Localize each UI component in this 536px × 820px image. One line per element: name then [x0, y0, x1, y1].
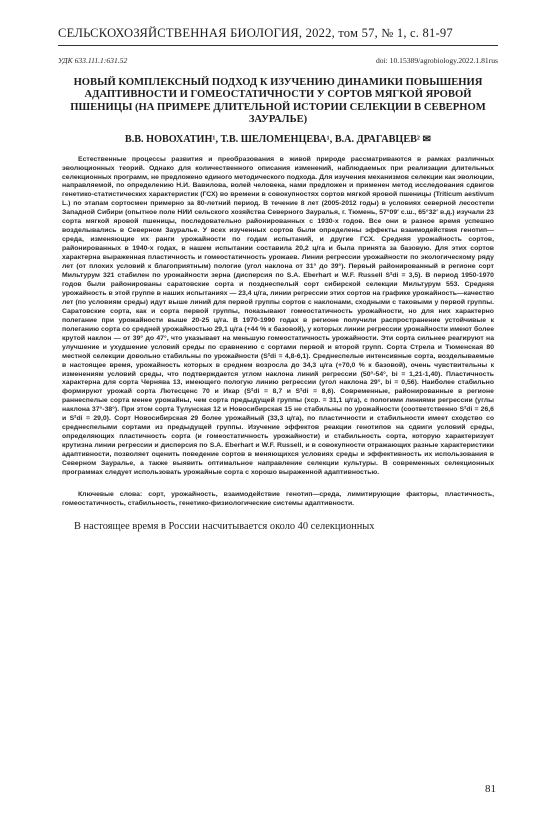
article-authors: В.В. НОВОХАТИН¹, Т.В. ШЕЛОМЕНЦЕВА¹, В.А. ДРАГАВЦЕВ² ✉	[124, 133, 432, 145]
page-number: 81	[485, 783, 496, 795]
article-abstract: Естественные процессы развития и преобразования в живой природе рассматриваются в рамках различных эволюционных теорий. Однако для количественного описания изменений, наблюдаемых при реализации длительных селекционных программ, не предложено единого методического подхода. Для изучения механизмов селекции как эволюции, направляемой, по определению Н.И. Вавилова, волей человека, нами предложен и применен метод исследования сдвигов генетико-статистических характеристик (ГСХ) во времени в совокупностях сортов мягкой яровой пшеницы (Triticum aestivum L.) по этапам сортосмен примерно за 80-летний период. В течение 8 лет (2005-2012 годы) в условиях северной лесостепи Западной Сибири (опытное поле НИИ сельского хозяйства Северного Зауралья, г. Тюмень, 57°09′ с.ш., 65°32′ в.д.) изучали 23 сорта мягкой яровой пшеницы, последовательно районированных с 1930-х годов. Все они в разное время успешно возделывались в Северном Зауралье. У всех изученных сортов были определены эффекты взаимодействия генотип—среда, изменяющие их ранги урожайности по годам испытаний, и другие ГСХ. Средняя урожайность сортов, районированных в 1940-х годах, в нашем испытании составила 20,2 ц/га и была принята за базовую. Для этих сортов характерна выраженная пластичность и гомеостатичность урожаев. Линии регрессии урожайности по экологическому ряду лет (от плохих условий к благоприятным) пологие (угол наклона от 31° до 39°). Первый районированный в регионе сорт Мильтурум 321 стабилен по урожайности зерна (дисперсия по S.A. Eberhart и W.F. Russell S²di = 3,5). В период 1950-1970 годов были районированы саратовские сорта и позднеспелый сорт сибирской селекции Мильтурум 553. Средняя урожайность в этой группе в наших испытаниях — 23,4 ц/га, линии регрессии этих сортов на графике урожайность—качество лет (по условиям среды) идут выше линий для первой группы сортов с наклонами, сходными с таковыми у первой группы. Саратовские сорта, как и сорта первой группы, показывают гомеостатичность урожайности, но для них характерно полегание при урожайности выше 20-25 ц/га. В 1970-1990 годах в регионе получили распространение устойчивые к полеганию сорта со средней урожайностью 29,1 ц/га (+44 % к базовой), у которых линии регрессии урожайности имеют более крутой наклон — от 39° до 47°, что указывает на меньшую гомеостатичность урожайности. Эти сорта сильнее реагируют на улучшение и ухудшение условий среды по сравнению с сортами первой и второй групп. Сорта Стрела и Тюменская 80 местной селекции довольно стабильны по урожайности (S²di = 4,8-6,1). Среднеспелые интенсивные сорта, возделываемые в настоящее время, урожайность которых в среднем возросла до 34,3 ц/га (+70,0 % к базовой), очень чувствительны к изменениям условий среды, что подтверждается углом наклона линий регрессии (50°-54°, bi = 1,21-1,40). Пластичность характерна для сорта Чернява 13, имеющего пологую линию регрессии (угол наклона 29°, bi = 0,56). Наиболее стабильно формируют урожай сорта Лютесценс 70 и Икар (S²di = 8,7 и S²di = 8,6). Современные, районированные в регионе раннеспелые сорта менее урожайны, чем сорта предыдущей группы (xср. = 31,1 ц/га), с пологими линиями регрессии (углы наклона 37°-38°). При этом сорта Тулунская 12 и Новосибирская 15 не стабильны по урожайности (соответственно S²di = 26,6 и S²di = 29,0). Сорт Новосибирская 29 более урожайный (33,3 ц/га), по пластичности и стабильности имеет сходство со среднеспелыми сортами из предыдущей группы. Изучение эффектов реакции генотипов на сдвиги условий среды, определяющих пластичность сорта (и гомеостатичность урожайности) и стабильность сорта, которую характеризует крутизна линии регрессии и дисперсия по S.A. Eberhart и W.F. Russell, и в совокупности отражающих разные характеристики адаптивности, позволяет оценить поведение сортов в меняющихся условиях среды и эффективность их использования в Северном Зауралье, а также выявить оптимальное направление селекции культуры. В современных селекционных программах следует использовать урожайные сорта с хорошо выраженной адаптивностью.	[62, 155, 494, 476]
article-keywords: Ключевые слова: сорт, урожайность, взаимодействие генотип—среда, лимитирующие факторы, пластичность, гомеостатичность, стабильность, генетико-физиологические системы адаптивности.	[62, 490, 494, 507]
body-paragraph: В настоящее время в России насчитывается около 40 селекционных	[74, 520, 375, 532]
udc-code: УДК 633.111.1:631.52	[58, 56, 128, 65]
running-head: СЕЛЬСКОХОЗЯЙСТВЕННАЯ БИОЛОГИЯ, 2022, том 57, № 1, с. 81-97	[58, 26, 498, 46]
doi-link[interactable]: doi: 10.15389/agrobiology.2022.1.81rus	[375, 56, 498, 65]
meta-row	[58, 56, 498, 65]
article-title: НОВЫЙ КОМПЛЕКСНЫЙ ПОДХОД К ИЗУЧЕНИЮ ДИНАМИКИ ПОВЫШЕНИЯ АДАПТИВНОСТИ И ГОМЕОСТАТИЧНОСТИ У СОРТОВ МЯГКОЙ ЯРОВОЙ ПШЕНИЦЫ (НА ПРИМЕРЕ ДЛИТЕЛЬНОЙ ИСТОРИИ СЕЛЕКЦИИ В СЕВЕРНОМ ЗАУРАЛЬЕ)	[70, 77, 486, 126]
